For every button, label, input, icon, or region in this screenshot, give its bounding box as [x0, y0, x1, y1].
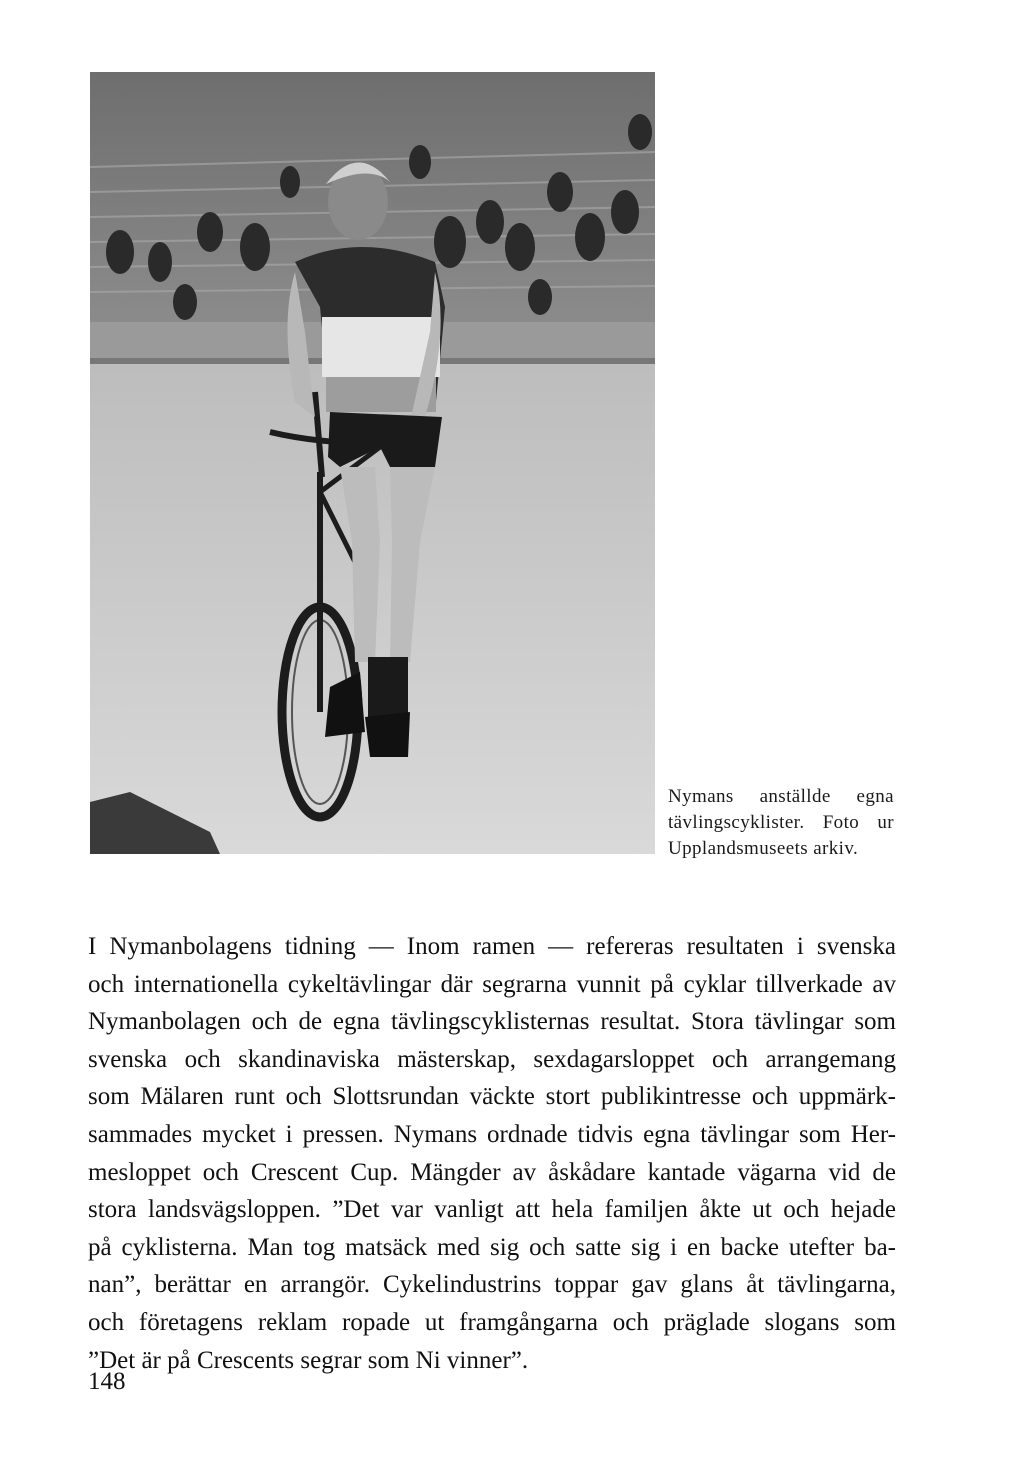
- caption-word: egna: [856, 786, 894, 807]
- paragraph-line: nan”, berättar en arrangör. Cykelindustrins toppar gav glans åt tävlingarna,: [88, 1271, 896, 1299]
- body-paragraph: [88, 928, 896, 1379]
- photo-caption: [668, 784, 894, 862]
- paragraph-line: och internationella cykeltävlingar där segrarna vunnit på cyklar tillverkade av: [88, 970, 896, 998]
- caption-word: Foto: [822, 812, 860, 833]
- caption-word: Nymans: [668, 786, 734, 807]
- paragraph-line: på cyklisterna. Man tog matsäck med sig och satte sig i en backe utefter ba-: [88, 1233, 896, 1261]
- paragraph-line: mesloppet och Crescent Cup. Mängder av åskådare kantade vägarna vid de: [88, 1158, 896, 1186]
- paragraph-line: ”Det är på Crescents segrar som Ni vinner”.: [88, 1346, 529, 1374]
- paragraph-line: och företagens reklam ropade ut framgångarna och präglade slogans som: [88, 1308, 896, 1336]
- caption-line: [668, 810, 894, 836]
- caption-line: Upplandsmuseets arkiv.: [668, 838, 859, 859]
- caption-line: [668, 784, 894, 810]
- cyclist-photo-icon: [90, 72, 655, 854]
- caption-word: tävlingscyklister.: [668, 812, 805, 833]
- caption-word: anställde: [759, 786, 831, 807]
- paragraph-line: stora landsvägsloppen. ”Det var vanligt att hela familjen åkte ut och hejade: [88, 1196, 896, 1224]
- paragraph-line: sammades mycket i pressen. Nymans ordnade tidvis egna tävlingar som Her-: [88, 1120, 896, 1148]
- page-number: 148: [88, 1368, 126, 1395]
- cyclist-photo: [90, 72, 655, 854]
- caption-word: ur: [877, 812, 894, 833]
- paragraph-line: I Nymanbolagens tidning — Inom ramen — refereras resultaten i svenska: [88, 933, 896, 960]
- paragraph-line: som Mälaren runt och Slottsrundan väckte stort publikintresse och uppmärk-: [88, 1083, 896, 1111]
- paragraph-line: svenska och skandinaviska mästerskap, sexdagarsloppet och arrangemang: [88, 1045, 896, 1073]
- paragraph-line: Nymanbolagen och de egna tävlingscyklisternas resultat. Stora tävlingar som: [88, 1008, 896, 1036]
